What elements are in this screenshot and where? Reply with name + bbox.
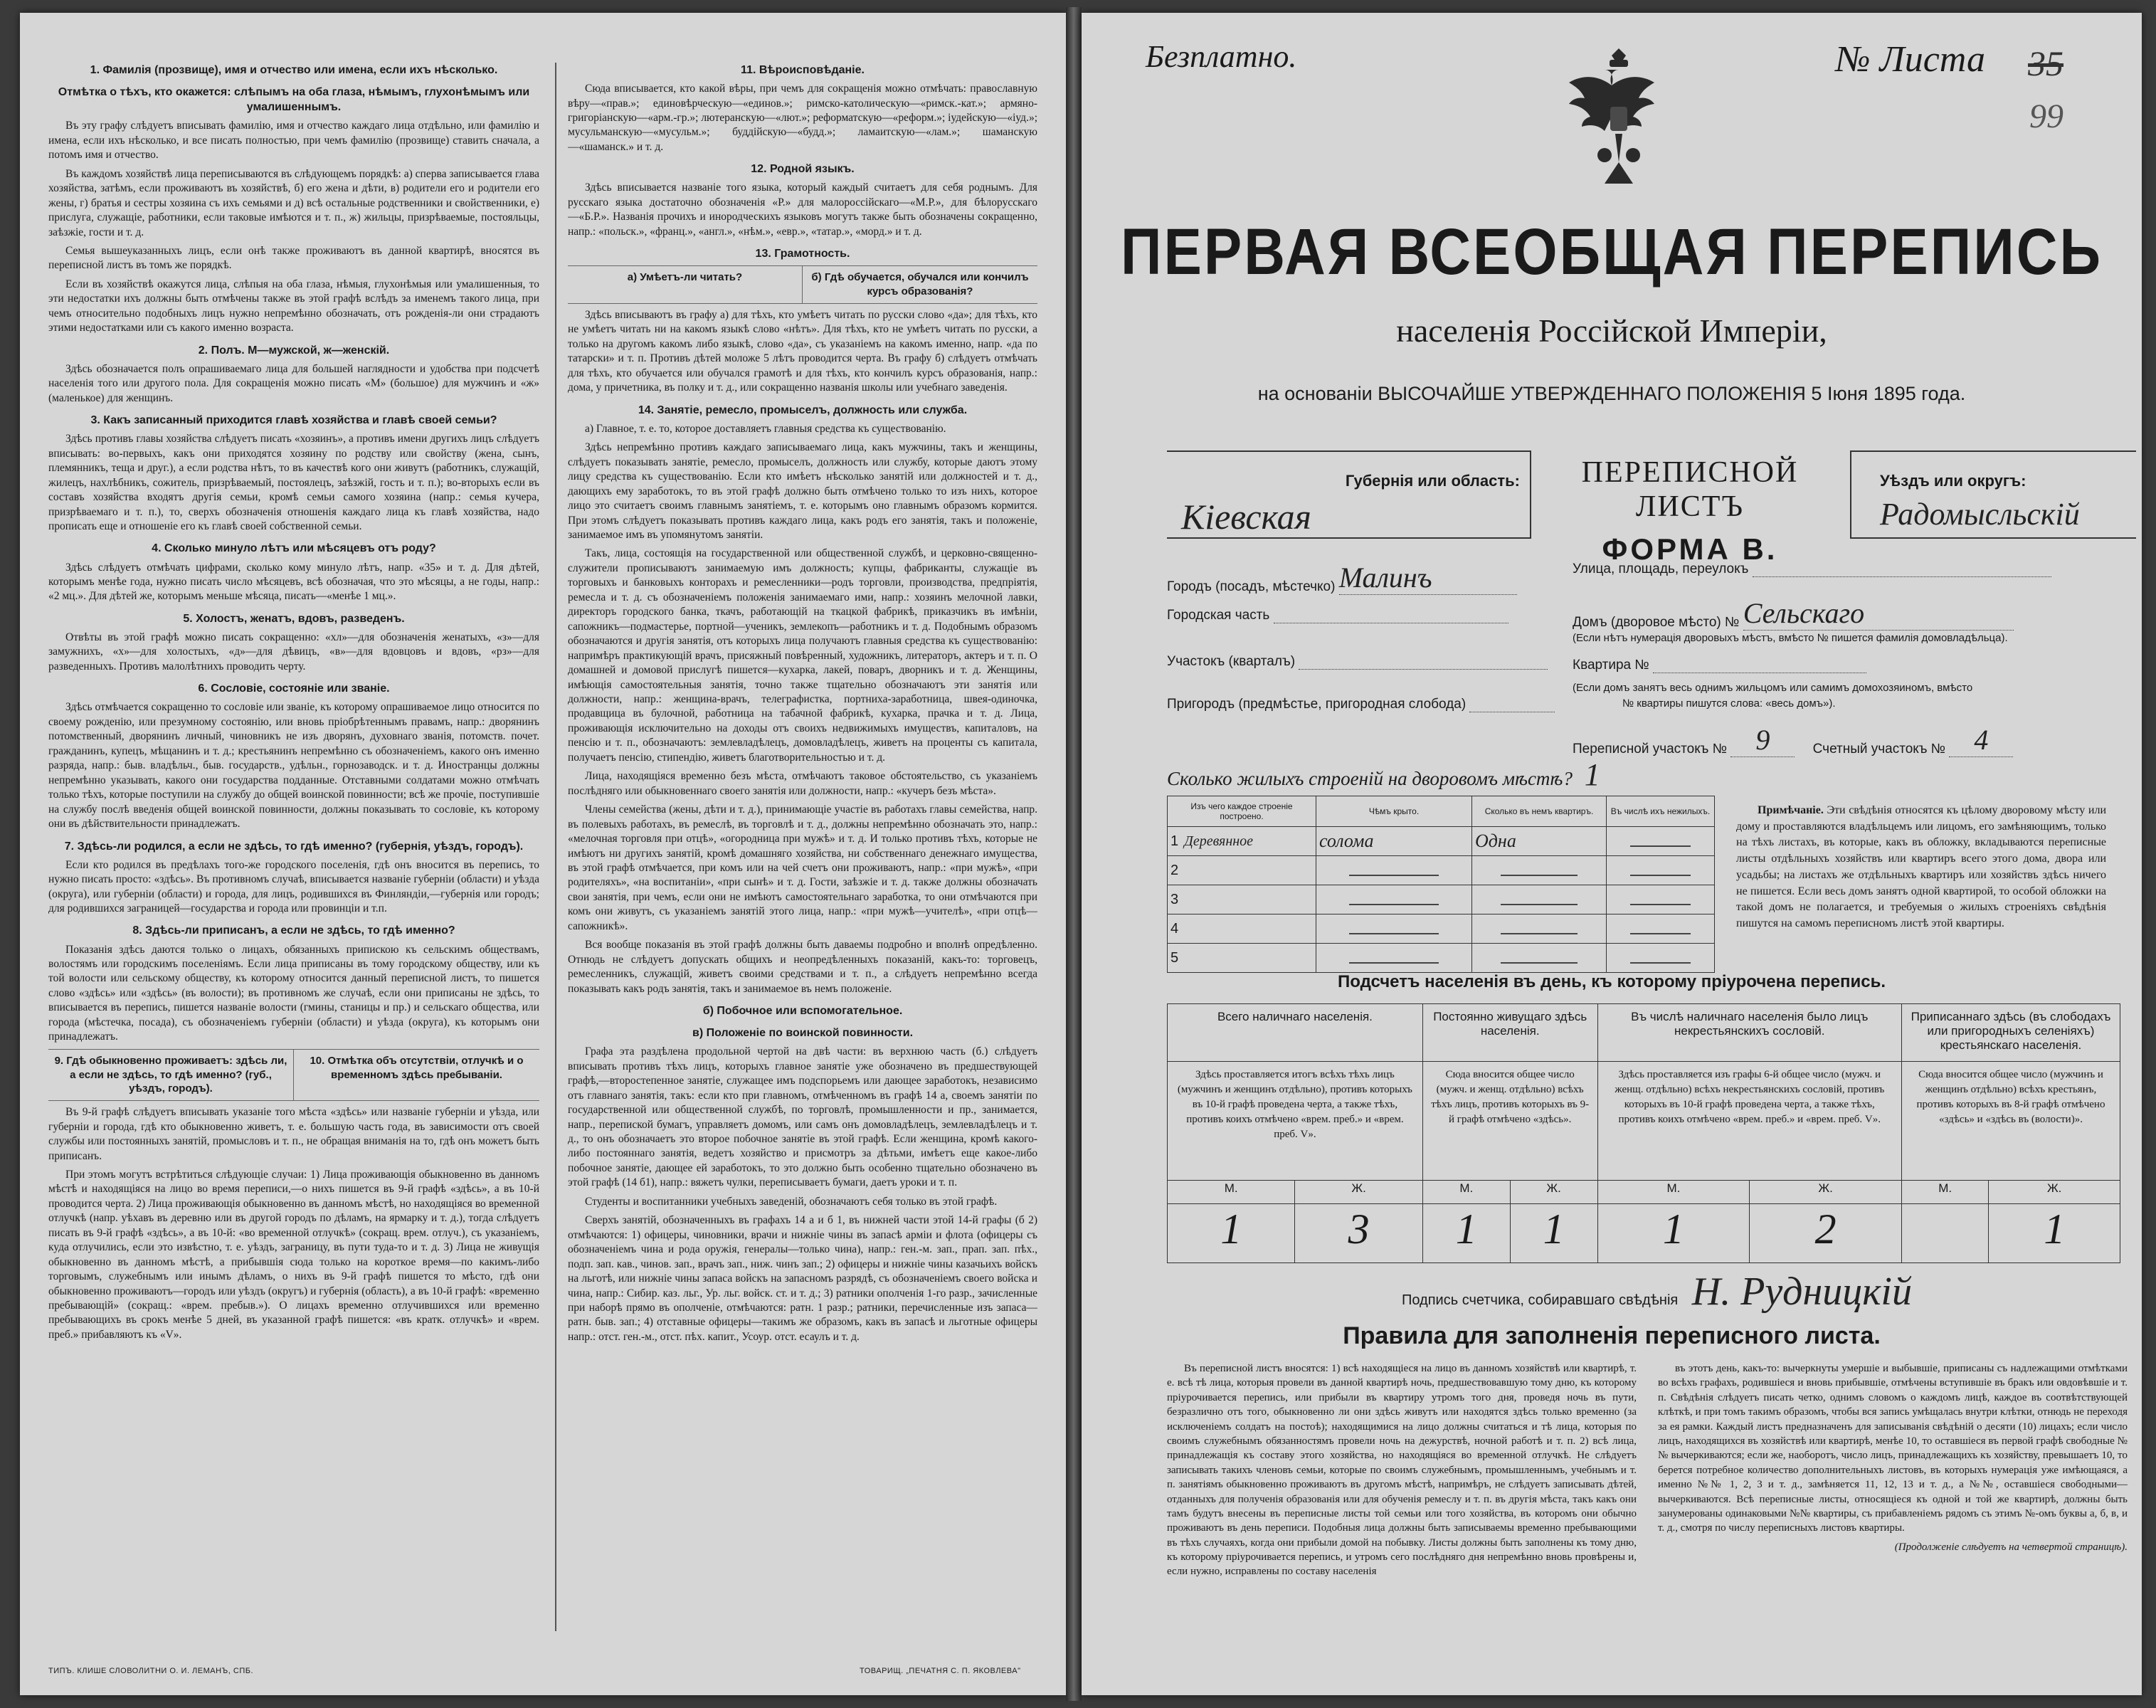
female-label: Ж. bbox=[1295, 1181, 1422, 1204]
instruction-paragraph: Здѣсь слѣдуетъ отмѣчать цифрами, сколько кому минуло лѣтъ, напр. «35» и т. д. Для дѣтей, которымъ менѣе года, нужно писать число мѣсяцевъ, всѣ обозначая, что это мѣсяцы, а не годы, напр.: «2 мц.». Для дѣтей же, которымъ меньше мѣсяца, писать—«менѣе 1 мц.». bbox=[48, 561, 539, 603]
instruction-paragraph: Лица, находящіяся временно безъ мѣста, отмѣчаютъ таковое обстоятельство, съ указаніемъ послѣдняго или обыкновеннаго своего занятія или должности, напр.: «кучеръ безъ мѣста». bbox=[568, 770, 1037, 797]
population-count-table bbox=[1167, 1003, 2120, 1263]
instruction-paragraph: Графа эта раздѣлена продольной чертой на двѣ части: въ верхнюю часть (б.) слѣдуетъ вписывать противъ тѣхъ лицъ, которыхъ главное занятіе уже обозначено въ предшествующей графѣ,—второстепенное занятіе, служащее имъ подспорьемъ или дающее заработокъ, независимо отъ главнаго занятія, такъ: если кто при главномъ, отмѣченномъ въ графѣ 14 а, своемъ занятіи по государственной или общественной службѣ, по торговлѣ, промышленности и пр., занимается, напр., перепиской бумагъ, управляетъ домомъ, или самъ онъ домовладѣлецъ, землевладѣлецъ и т. д., то онъ обозначаетъ это второе побочное занятіе въ этой графѣ. Если женщина, кромѣ какого-либо постояннаго занятія, ведетъ хозяйство и присмотръ за дѣтьми, имѣетъ еще какое-либо побочное занятіе, дающее ей заработокъ, то это должно быть особенно тщательно обозначено въ этой графѣ (14 б1), напр.: вяжетъ чулки, переписываетъ бумаги, даетъ уроки и т. п. bbox=[568, 1045, 1037, 1189]
instruction-paragraph: Такъ, лица, состоящія на государственной или общественной службѣ, и церковно-священно-служители прописываютъ занимаемую имъ должность; купцы, фабриканты, служащіе въ торговыхъ и банковыхъ конторахъ и ремесленники—родъ торговли, производства, предпріятія, ремесла и т. д. съ обозначеніемъ положенія занимаемаго ими, напр.: хозяинъ мелочной лавки, директоръ городского банка, ткачъ, работающій на ткацкой фабрикѣ, приказчикъ въ имѣніи, сапожникъ—подмастерье, портной—ученикъ, землекопъ—работникъ и т. д. Подобнымъ образомъ обозначаются и другія занятія, отъ которыхъ лица получаютъ главныя средства къ существованію: напримѣръ практикующій врачъ, присяжный повѣренный, художникъ, литераторъ, актеръ и т. п. О домашней и домовой прислугѣ пишется—кухарка, лакей, поваръ, дворникъ и т. д. Женщины, имѣющія самостоятельныя занятія, точно также тщательно обозначаютъ эти занятія или должности, напр.: женщина-врачъ, телеграфистка, портниха-заработница, швея-одиночка, продавщица въ булочной, работница на табачной фабрикѣ, кухарка, прачка и т. д. Лица, проживающія исключительно на доходы отъ своихъ недвижимыхъ имуществъ, капиталовъ, на пенсію и т. п., обозначаютъ: землевладѣлецъ, домовладѣлецъ, живетъ на проценты съ капитала, получаетъ пенсію, стипендію, живетъ благотворительностью и т. д. bbox=[568, 547, 1037, 764]
instruction-paragraph: Въ каждомъ хозяйствѣ лица переписываются въ слѣдующемъ порядкѣ: а) сперва записывается глава хозяйства, затѣмъ, если проживаютъ въ хозяйствѣ, б) его жена и дѣти, в) родители его и родители его жены, г) братья и сестры хозяина съ ихъ семьями и д) всѣ остальные родственники и свойственники, е) прислуга, служащіе, работники, если таковые имѣются и т. п., ж) жильцы, призрѣваемые, постояльцы, заѣзжіе, гости и т. д. bbox=[48, 167, 539, 238]
house-field bbox=[1573, 596, 2014, 631]
form-letter: ФОРМА В. bbox=[1602, 532, 1778, 566]
census-area-field bbox=[1573, 723, 2013, 757]
census-area-value[interactable]: 9 bbox=[1730, 723, 1795, 757]
cell-empty[interactable] bbox=[1607, 827, 1715, 856]
cell-roof[interactable]: солома bbox=[1316, 827, 1472, 856]
count-column-heading: Всего наличнаго населенія. bbox=[1168, 1004, 1423, 1062]
table-row bbox=[1168, 944, 1715, 973]
apartment-label: Квартира № bbox=[1573, 658, 1649, 673]
census-sheet-title: ПЕРЕПИСНОЙ ЛИСТЪ bbox=[1581, 456, 1799, 523]
cell-apts[interactable] bbox=[1472, 944, 1607, 973]
table-row bbox=[1168, 827, 1715, 856]
male-label: М. bbox=[1597, 1181, 1750, 1204]
instruction-paragraph: Въ эту графу слѣдуетъ вписывать фамилію, имя и отчество каждаго лица отдѣльно, или фамилію и имена, если ихъ нѣсколько, и все писать полностью, при чемъ фамилію (прозвище) ставить сначала, а потомъ имя и отчество. bbox=[48, 120, 539, 162]
count-column-heading: Приписаннаго здѣсь (въ слободахъ или пригородныхъ селеніяхъ) крестьянскаго населенія. bbox=[1901, 1004, 2120, 1062]
legal-basis: на основаніи ВЫСОЧАЙШЕ УТВЕРЖДЕННАГО ПОЛОЖЕНІЯ 5 Іюня 1895 года. bbox=[1257, 383, 1966, 404]
apartment-value[interactable] bbox=[1653, 657, 1866, 673]
remark-note bbox=[1736, 803, 2106, 932]
street-field bbox=[1573, 561, 2051, 577]
female-label: Ж. bbox=[1510, 1181, 1597, 1204]
district-label: Участокъ (кварталъ) bbox=[1167, 654, 1296, 669]
buildings-question bbox=[1167, 757, 1600, 793]
population-count-heading: Подсчетъ населенія въ день, къ которому пріурочена перепись. bbox=[1338, 972, 1886, 991]
female-count[interactable]: 1 bbox=[1510, 1204, 1597, 1263]
male-count[interactable]: 1 bbox=[1168, 1204, 1295, 1263]
instruction-paragraph: Студенты и воспитанники учебныхъ заведеній, обозначаютъ себя только въ этой графѣ. bbox=[585, 1195, 998, 1208]
section-heading: 8. Здѣсь-ли приписанъ, а если не здѣсь, то гдѣ именно? bbox=[132, 924, 455, 937]
rules-column-1 bbox=[1167, 1361, 1637, 1667]
instruction-paragraph: а) Главное, т. е. то, которое доставляетъ главныя средства къ существованію. bbox=[585, 422, 946, 435]
section-heading: 11. Вѣроисповѣданіе. bbox=[741, 64, 865, 76]
census-title: ПЕРВАЯ ВСЕОБЩАЯ ПЕРЕПИСЬ bbox=[1121, 215, 2103, 288]
male-count[interactable] bbox=[1901, 1204, 1988, 1263]
rules-heading: Правила для заполненія переписного листа. bbox=[1343, 1322, 1881, 1349]
section-heading: 7. Здѣсь-ли родился, а если не здѣсь, то гдѣ именно? (губернія, уѣздъ, городъ). bbox=[64, 840, 524, 853]
section-heading: 3. Какъ записанный приходится главѣ хозяйства и главѣ своей семьи? bbox=[90, 414, 497, 427]
instruction-paragraph: Здѣсь обозначается полъ опрашиваемаго лица для большей наглядности и удобства при подсчетѣ населенія того или другого пола. Для сокращенія можно писать «М» (большое) для мужчинъ и «ж» (маленькое) для женщинъ. bbox=[48, 362, 539, 404]
sheet-number-label: № Листа bbox=[1835, 39, 1985, 80]
cell-material[interactable] bbox=[1168, 885, 1316, 914]
cell-material[interactable] bbox=[1168, 914, 1316, 944]
section-heading: 14. Занятіе, ремесло, промыселъ, должность или служба. bbox=[638, 404, 968, 416]
free-label: Безплатно. bbox=[1146, 39, 1297, 74]
rules-column-2 bbox=[1658, 1361, 2128, 1667]
cell-apts[interactable]: Одна bbox=[1472, 827, 1607, 856]
female-label: Ж. bbox=[1989, 1181, 2120, 1204]
printer-imprint-left: ТИПЪ. КЛИШЕ СЛОВОЛИТНИ О. И. ЛЕМАНЪ, СПБ. bbox=[48, 1667, 253, 1675]
instruction-paragraph: При этомъ могутъ встрѣтиться слѣдующіе случаи: 1) Лица проживающія обыкновенно въ данномъ мѣстѣ и находящіяся на лицо во время переписи,—о нихъ пишется въ 9-й графѣ «здѣсь», а въ 10-й проводится черта. 2) Лица проживающія обыкновенно въ данномъ мѣстѣ, но находящіяся во временной отлучкѣ (напр. уѣхавъ въ деревню или въ другой городъ по дѣламъ, на ярмарку и т. д.), тогда слѣдуетъ писать въ 9-й графѣ «здѣсь», а въ 10-й: «во временной отлучкѣ» (сокращ. врем. отлуч.), съ указаніемъ, куда отлучились, если это извѣстно, т. е. уѣздъ, заграницу, въ пути туда-то и т. д. 3) Лица не живущія обыкновенно въ данномъ мѣстѣ, а прибывшія сюда только на короткое время—по какимъ-либо торговымъ, служебнымъ или инымъ дѣламъ, о нихъ въ 9-й графѣ пишется то мѣсто, гдѣ они обыкновенно проживаютъ—городъ или уѣздъ (округъ) и губернія (область), а въ 10-й графѣ: «временно пребывающій» (сокращ.: «врем. пребыв.»). О лицахъ временно отлучившихся или временно пребывающихъ въ срокъ менѣе 5 дней, въ указанной графѣ пишется: «въ кратк. отлучкѣ» и «врем. преб.» прибавляютъ къ «V». bbox=[48, 1168, 539, 1341]
cell-material[interactable] bbox=[1168, 856, 1316, 885]
female-count[interactable]: 2 bbox=[1750, 1204, 1902, 1263]
count-column-description: Сюда вносится общее число (мужч. и женщ. отдѣльно) всѣхъ тѣхъ лицъ, противъ которыхъ въ 9-й графѣ отмѣчено «здѣсь». bbox=[1422, 1062, 1597, 1181]
cell-empty[interactable] bbox=[1607, 914, 1715, 944]
male-count[interactable]: 1 bbox=[1422, 1204, 1510, 1263]
instruction-paragraph: Здѣсь непремѣнно противъ каждаго записываемаго лица, какъ мужчины, такъ и женщины, слѣдуетъ показывать занятіе, ремесло, промыселъ, должность или службу, которые даютъ этому лицу средства къ существованію. Если кто имѣетъ нѣсколько занятій или должностей и т. д., дающихъ ему заработокъ, то въ этой графѣ должно быть отмѣчено только то изъ нихъ, которое лицо это считаетъ своимъ главнымъ занятіемъ, т. е. которымъ оно главнымъ образомъ кормится. При этомъ слѣдуетъ показывать противъ каждаго лица, какъ родъ его занятія, такъ и положеніе, занимаемое имъ въ упомянутомъ занятіи. bbox=[568, 441, 1037, 541]
instruction-paragraph: Сюда вписывается, кто какой вѣры, при чемъ для сокращенія можно отмѣчать: православную вѣру—«прав.»; единовѣрческую—«единов.»; римско-католическую—«римск.-кат.»; армяно-григоріанскую—«арм.-гр.»; лютеранскую—«лют.»; реформатскую—«реформ.»; іудейскую—«іуд.»; мусульманскую—«мусульм.»; буддійскую—«будд.»; ламаитскую—«лам.»; шаманскую—«шаманск.» и т. д. bbox=[568, 83, 1037, 153]
enumerator-signature bbox=[1402, 1269, 1912, 1314]
city-field bbox=[1167, 561, 1517, 595]
remark-title: Примѣчаніе. bbox=[1758, 804, 1824, 816]
uezd-box bbox=[1850, 450, 2136, 539]
female-label: Ж. bbox=[1750, 1181, 1902, 1204]
city-part-label: Городская часть bbox=[1167, 608, 1270, 623]
count-column-description: Сюда вносится общее число (мужчинъ и женщинъ отдѣльно) всѣхъ крестьянъ, противъ которыхъ въ 8-й графѣ отмѣчено «здѣсь» и «здѣсь въ (волости)». bbox=[1901, 1062, 2120, 1181]
suburb-value[interactable] bbox=[1469, 696, 1555, 712]
male-label: М. bbox=[1422, 1181, 1510, 1204]
instruction-paragraph: Здѣсь вписывается названіе того языка, который каждый считаетъ для себя роднымъ. Для русскаго языка достаточно обозначенія «Р.» для малороссійскаго—«М.Р.», для бѣлорусскаго—«Б.Р.». Названія прочихъ и инородческихъ языковъ могутъ также быть обозначены сокращенно, напр.: «польск.», «франц.», «англ.», «нѣм.», «евр.», «татар.», «морд.» и т. д. bbox=[568, 181, 1037, 238]
column-divider bbox=[555, 63, 556, 1631]
instruction-paragraph: Если въ хозяйствѣ окажутся лица, слѣпыя на оба глаза, нѣмыя, глухонѣмыя или умалишенныя, то эти недостатки ихъ должны быть отмѣчены также въ этой графѣ вслѣдъ за именемъ такого лица, при чемъ относительно подобныхъ лицъ нужно непремѣнно обозначать, отъ рожденія-ли они страдаютъ этими недостатками или съ какого именно возраста. bbox=[48, 278, 539, 334]
section-heading: 12. Родной языкъ. bbox=[751, 163, 855, 176]
instruction-paragraph: Здѣсь противъ главы хозяйства слѣдуетъ писать «хозяинъ», а противъ имени другихъ лицъ слѣдуетъ вписывать: во-первыхъ, какъ они приходятся хозяину по родству или свойству (жена, сынъ, племянникъ, теща и друг.), а если родства нѣтъ, то въ качествѣ кого они живутъ (работникъ, служащій, жилецъ, нахлѣбникъ, сожитель, призрѣваемый, постоялецъ, заѣзжій, гость и т. п.); во-вторыхъ если въ составъ хозяйства входятъ другія семьи, кромѣ семьи самого хозяина (напр.: семья кучера, призрѣваемаго и т. п.), то, сверхъ обозначенія отношенія каждаго лица къ главѣ хозяйства, надо прописать еще и отношеніе его къ главѣ своей собственной семьи. bbox=[48, 433, 539, 532]
apartment-note-1: (Если домъ занятъ весь однимъ жильцомъ или самимъ домохозяиномъ, вмѣсто bbox=[1573, 682, 1973, 694]
left-page bbox=[20, 13, 1066, 1695]
rules-text-2: въ этотъ день, какъ-то: вычеркнуты умершіе и выбывшіе, приписаны съ надлежащими отмѣтками во всѣхъ графахъ, родившіеся и вновь прибывшіе, отмѣчены вступившіе въ бракъ или овдовѣвшіе и т. п. Свѣдѣнія слѣдуетъ писать четко, однимъ словомъ о каждомъ лицѣ, каждое въ соотвѣтствующей клѣткѣ, и при томъ такимъ образомъ, чтобы вся запись умѣщалась внутри клѣтки, отнюдь не переходя за ея рамки. Каждый листъ предназначенъ для записыванія свѣдѣній о десяти (10) лицахъ; если число лицъ, находящихся въ хозяйствѣ или квартирѣ, менѣе 10, то оставшіеся въ первой графѣ свободные №№ вычеркиваются; если же, наоборотъ, число лицъ, принадлежащихъ къ хозяйству, превышаетъ 10, то берется потребное количество дополнительныхъ листовъ, въ которыхъ нумерація уже имѣющаяся, а именно №№ 1, 2, 3 и т. д., замѣняется 11, 12, 13 и т. д., а №№, оставшіеся свободными—вычеркиваются. Всѣ переписные листы, относящіеся къ одной и той же квартирѣ, должны быть занумерованы одинаковыми №№ квартиры, съ прибавленіемъ рядомъ съ этимъ №-омъ буквы а, б, в, и т. д., смотря по числу переписныхъ листовъ квартиры. bbox=[1658, 1363, 2128, 1534]
rules-continued: (Продолженіе слѣдуетъ на четвертой страницѣ). bbox=[1894, 1541, 2128, 1553]
sheet-number-handwritten: 35 bbox=[2028, 43, 2063, 83]
cell-value: Деревянное bbox=[1184, 833, 1254, 849]
count-column-heading: Постоянно живущаго здѣсь населенія. bbox=[1422, 1004, 1597, 1062]
section-heading: 10. Отмѣтка объ отсутствіи, отлучкѣ и о временномъ здѣсь пребываніи. bbox=[310, 1054, 524, 1081]
count-area-label: Счетный участокъ № bbox=[1812, 742, 1946, 757]
book-gutter bbox=[1066, 7, 1082, 1701]
gubernia-value[interactable]: Кіевская bbox=[1181, 497, 1311, 537]
female-count[interactable]: 1 bbox=[1989, 1204, 2120, 1263]
count-column-description: Здѣсь проставляется итогъ всѣхъ тѣхъ лицъ (мужчинъ и женщинъ отдѣльно), противъ которыхъ въ 10-й графѣ проведена черта, а также тѣхъ, противъ коихъ отмѣчено «врем. преб.» и «врем. преб. V». bbox=[1168, 1062, 1423, 1181]
city-label: Городъ (посадъ, мѣстечко) bbox=[1167, 579, 1336, 594]
city-value[interactable]: Малинъ bbox=[1339, 561, 1517, 595]
section-heading: в) Положеніе по воинской повинности. bbox=[692, 1027, 914, 1040]
buildings-table bbox=[1167, 796, 1715, 973]
table-row bbox=[1168, 885, 1715, 914]
section-heading: 1. Фамилія (прозвище), имя и отчество или имена, если ихъ нѣсколько. bbox=[90, 64, 498, 76]
count-column-description: Здѣсь проставляется изъ графы 6-й общее число (мужч. и женщ. отдѣльно) всѣхъ некрестьянскихъ сословій, противъ которыхъ въ 10-й графѣ проведена черта, а также тѣхъ, противъ коихъ отмѣчено «врем. преб.» и «врем. преб. V». bbox=[1597, 1062, 1901, 1181]
male-label: М. bbox=[1901, 1181, 1988, 1204]
remark-text: Эти свѣдѣнія относятся къ цѣлому дворовому мѣсту или дому и проставляются владѣльцемъ или лицомъ, его замѣняющимъ, только на тѣхъ листахъ, въ которые, какъ въ обложку, вкладываются переписные листы отдѣльныхъ хозяйствъ или квартиръ всего этого дома, двора или усадьбы; на листахъ же отдѣльныхъ квартиръ или хозяйствъ здѣсь ничего не пишется. Если весь домъ занятъ одной квартирой, то особой обложки на такой домъ не полагается, и требуемыя о жилыхъ строеніяхъ свѣдѣнія пишутся на самомъ переписномъ листѣ этой квартиры. bbox=[1736, 804, 2106, 930]
cell-roof[interactable] bbox=[1316, 944, 1472, 973]
signature-label: Подпись счетчика, собиравшаго свѣдѣнія bbox=[1402, 1292, 1679, 1308]
female-count[interactable]: 3 bbox=[1295, 1204, 1422, 1263]
cell-empty[interactable] bbox=[1607, 885, 1715, 914]
section-heading: 13. Грамотность. bbox=[755, 248, 850, 260]
buildings-question-label: Сколько жилыхъ строеній на дворовомъ мѣстѣ? bbox=[1167, 768, 1573, 789]
row-number: 5 bbox=[1171, 949, 1179, 966]
row-number: 4 bbox=[1171, 920, 1179, 937]
section-heading: б) Побочное или вспомогательное. bbox=[702, 1005, 903, 1018]
buildings-value[interactable]: 1 bbox=[1584, 757, 1600, 792]
instruction-paragraph: Если кто родился въ предѣлахъ того-же городского поселенія, гдѣ онъ вносится въ перепись, то нужно писать просто: «здѣсь». Въ противномъ случаѣ, вписывается названіе губерніи (области) и уѣзда (округа), или губерніи (области) и города, для лицъ, родившихся въ Финляндіи,—губернія или городъ; для родившихся заграницей—государства и города или провинціи и т.п. bbox=[48, 858, 539, 915]
section-heading: 5. Холостъ, женатъ, вдовъ, разведенъ. bbox=[183, 612, 405, 625]
instruction-paragraph: Вся вообще показанія въ этой графѣ должны быть даваемы подробно и вполнѣ опредѣленно. Отнюдь не слѣдуетъ допускать общихъ и неопредѣленныхъ показаній, какъ-то: торговецъ, ремесленникъ, служащій, живетъ своими средствами и т. п., а слѣдуетъ непремѣнно всегда показывать какъ родъ занятія, такъ и занимаемое въ немъ положеніе. bbox=[568, 939, 1037, 995]
city-part-value[interactable] bbox=[1274, 607, 1508, 623]
table-row bbox=[1168, 856, 1715, 885]
table-row bbox=[1168, 914, 1715, 944]
instruction-paragraph: Отвѣты въ этой графѣ можно писать сокращенно: «хл»—для обозначенія женатыхъ, «з»—для замужнихъ, «х»—для холостыхъ, «д»—для дѣвицъ, «в»—для вдовцовъ и вдовъ, «рз»—для разведенныхъ. Противъ малолѣтнихъ проводить черту. bbox=[48, 631, 539, 673]
house-note: (Если нѣтъ нумерація дворовыхъ мѣстъ, вмѣсто № пишется фамилія домовладѣльца). bbox=[1573, 632, 2008, 644]
apartment-note-2: № квартиры пишутся слова: «весь домъ»). bbox=[1622, 697, 1836, 710]
instruction-paragraph: Здѣсь вписываютъ въ графу а) для тѣхъ, кто умѣетъ читать по русски слово «да»; для тѣхъ, кто не умѣетъ читать ни на какомъ языкѣ слово «нѣтъ». Для тѣхъ, кто не умѣетъ читать по русски, а только на другомъ какомъ либо языкѣ, слово «да», съ указаніемъ на какомъ именно, напр. «да по татарски» и т. п. Противъ дѣтей моложе 5 лѣтъ проводится черта. Въ графу б) слѣдуетъ отмѣчать для тѣхъ, кто обучается или обучался грамотѣ и для тѣхъ, кто кончилъ курсъ образованія, напр.: дома, у причетника, въ полку и т. д., или сокращенно названія школы или учебнаго заведенія. bbox=[568, 309, 1037, 394]
district-value[interactable] bbox=[1299, 653, 1548, 670]
house-label: Домъ (дворовое мѣсто) № bbox=[1573, 615, 1740, 630]
cell-apts[interactable] bbox=[1472, 914, 1607, 944]
instruction-paragraph: Показанія здѣсь даются только о лицахъ, обязанныхъ припискою къ сельскимъ обществамъ, волостямъ или городскимъ поселеніямъ. Если лица приписаны въ тому городскому обществу, или къ той волости или сельскому обществу, къ которому относится данный переписной листъ, то пишется слово «здѣсь» или «здѣсь» (въ волости); въ противномъ же случаѣ, если они приписаны не здѣсь, то вписывается въ перепись, пишется названіе волости (гмины, станицы и пр.) и сельскаго общества, или города (мѣстечка, посада), съ обозначеніемъ губерніи (области) и уѣзда (округа), къ которымъ они принадлежатъ. bbox=[48, 943, 539, 1043]
instructions-column-1 bbox=[48, 56, 539, 1645]
census-sheet-heading bbox=[1537, 455, 1843, 566]
gubernia-box bbox=[1167, 450, 1531, 539]
bt-header-apartments: Сколько въ немъ квартиръ. bbox=[1472, 796, 1607, 827]
cell-material[interactable] bbox=[1168, 944, 1316, 973]
printer-imprint-right: ТОВАРИЩ. „ПЕЧАТНЯ С. П. ЯКОВЛЕВА" bbox=[860, 1667, 1021, 1675]
section-heading-pair bbox=[568, 265, 1037, 304]
sheet-number-handwritten-2: 99 bbox=[2029, 97, 2063, 135]
cell-apts[interactable] bbox=[1472, 885, 1607, 914]
section-heading: 6. Сословіе, состояніе или званіе. bbox=[198, 682, 390, 695]
instruction-paragraph: Члены семейства (жены, дѣти и т. д.), принимающіе участіе въ работахъ главы семейства, напр. въ полевыхъ работахъ, въ ремеслѣ, въ торговлѣ и т. д., должны непремѣнно обозначать это, напр.: «мелочная торговля при отцѣ», «огородница при мужѣ» и т. д. И только противъ тѣхъ, которые не имѣютъ ни другихъ занятій, кромѣ домашняго хозяйства, ни собственнаго денежнаго имущества, въ этой графѣ отмѣчается, при комъ или на чей счетъ они проживаютъ, напр.: «при мужѣ», «при родителяхъ», «на воспитаніи», «при сынѣ» и т. д. Гости, заѣзжіе и т. д. также должны обозначать свои занятія, при чемъ, если они не имѣютъ самостоятельнаго заработка, то они отмѣчаются при комъ они живутъ, съ указаніемъ занятій этого лица, напр.: «при мужѣ—учителѣ», «при отцѣ—сапожникѣ». bbox=[568, 803, 1037, 932]
instruction-paragraph: Въ 9-й графѣ слѣдуетъ вписывать указаніе того мѣста «здѣсь» или названіе губерніи и уѣзда, или губерніи и города, гдѣ кто обыкновенно живетъ, т. е. большую часть года, въ зависимости отъ своей службы или постоянныхъ занятій, промысловъ и т. п., не обращая вниманія на то, гдѣ онъ можетъ быть приписанъ. bbox=[48, 1106, 539, 1162]
male-count[interactable]: 1 bbox=[1597, 1204, 1750, 1263]
suburb-field bbox=[1167, 696, 1555, 712]
uezd-label: Уѣздъ или округъ: bbox=[1880, 472, 2026, 490]
suburb-label: Пригородъ (предмѣстье, пригородная слобода) bbox=[1167, 697, 1467, 712]
house-value[interactable]: Сельскаго bbox=[1743, 596, 2014, 631]
street-value[interactable] bbox=[1753, 561, 2051, 577]
instruction-paragraph: Здѣсь отмѣчается сокращенно то сословіе или званіе, къ которому опрашиваемое лицо относится по своему рожденію, или презумному состоянію, или вновь пріобрѣтеннымъ правамъ, напр.: дворянинъ потомственный, дворянинъ личный, чиновникъ не изъ дворянъ, духовнаго званія, потомств. почет. гражданинъ, купецъ, мѣщанинъ и т. д.; крестьянинъ непремѣнно съ обозначеніемъ, какого онъ именно разряда, напр.: быв. владѣльч., быв. государств., удѣльн., горнозаводск. и т. д. Иностранцы должны непремѣнно указывать, какого они государства подданные. Отставными солдатами можно отмѣчать только тѣхъ, которые поступили на службу до общей воинской повинности; всѣ же прочіе, поступившіе на службу послѣ введенія общей воинской повинности, должны показывать то сословіе, къ которому они въ дѣйствительности принадлежатъ. bbox=[48, 701, 539, 831]
instruction-paragraph: Сверхъ занятій, обозначенныхъ въ графахъ 14 а и б 1, въ нижней части этой 14-й графы (б 2) отмѣчаются: 1) офицеры, чиновники, врачи и нижніе чины въ запасѣ арміи и флота (офицеры съ обозначеніемъ чина и рода оружія, генералы—только чина), напр.: ген.-м. зап., прап. зап. пѣх., подп. зап. кав., чинов. зап., врачъ зап., ниж. чинъ зап.; 2) офицеры и нижніе чины казачьихъ войскъ на льготѣ, или нижніе чины запаса войскъ на запасномъ разрядѣ, съ обозначеніемъ своего войска и чина, напр.: Сибир. каз. льг., Ур. льг. войск. ст. и т. д.; 3) ратники ополченія 1-го разр., зачисленные при наборѣ прямо въ ополченіе, отмѣчаются: ратн. 1 разр.; ратники, перечисленные изъ запаса—ратн. быв. зап.; 4) отставные офицеры—такимъ же образомъ, какъ въ запасѣ и льготные офицеры напр.: отст. ген.-м., отст. пѣх. капит., Усоур. отст. есаулъ и т. д. bbox=[568, 1214, 1037, 1343]
section-heading: б) Гдѣ обучается, обучался или кончилъ курсъ образованія? bbox=[811, 271, 1029, 298]
apartment-field bbox=[1573, 657, 1866, 673]
city-part-field bbox=[1167, 607, 1508, 623]
gubernia-label: Губернія или область: bbox=[1345, 472, 1520, 490]
row-number: 2 bbox=[1171, 862, 1179, 878]
rules-text-1: Въ переписной листъ вносятся: 1) всѣ находящіеся на лицо въ данномъ хозяйствѣ или квартирѣ, т. е. всѣ тѣ лица, которыя провели въ данной квартирѣ ночь, предшествовавшую тому дню, къ которому пріурочивается перепись, или прибыли въ квартиру утромъ того дня, проведя ночь въ пути, безразлично отъ того, обыкновенно ли они здѣсь живутъ или находятся здѣсь только временно (за исключеніемъ солдатъ на постоѣ); находящимися на лицо должны считаться и тѣ лица, которыя по своимъ служебнымъ обязанностямъ провели ночь на дежурствѣ, ночной работѣ и т. п. 2) всѣ лица, принадлежащія къ составу этого хозяйства, но находящіяся во временной отлучкѣ. Не слѣдуетъ записывать такихъ членовъ семьи, которые по своимъ служебнымъ, промышленнымъ, учебнымъ и т. п. занятіямъ обыкновенно проживаютъ въ другомъ мѣстѣ, напримѣръ, не слѣдуетъ записывать дѣтей, отданныхъ для полученія образованія или для обученія ремеслу и т. п. въ другія мѣста, такъ какъ они тамъ будутъ внесены въ переписные листы той семьи или того хозяйства, въ которомъ они обычно проживаютъ въ день переписи. Подобныя лица должны быть записываемы временно пребывающими въ тѣхъ случаяхъ, когда они прибыли домой на побывку. Листы должны быть заполнены къ тому дню, къ которому пріурочивается перепись, и утромъ сего послѣдняго дня непремѣнно вновь провѣрены и, если нужно, исправлены по составу населенія bbox=[1167, 1363, 1637, 1578]
count-column-heading: Въ числѣ наличнаго населенія было лицъ некрестьянскихъ сословій. bbox=[1597, 1004, 1901, 1062]
cell-empty[interactable] bbox=[1607, 944, 1715, 973]
row-number: 3 bbox=[1171, 891, 1179, 907]
count-area-value[interactable]: 4 bbox=[1949, 723, 2013, 757]
census-area-label: Переписной участокъ № bbox=[1573, 742, 1728, 757]
cell-roof[interactable] bbox=[1316, 856, 1472, 885]
cell-apts[interactable] bbox=[1472, 856, 1607, 885]
imperial-eagle-emblem bbox=[1565, 41, 1672, 191]
street-label: Улица, площадь, переулокъ bbox=[1573, 562, 1749, 576]
bt-header-material: Изъ чего каждое строеніе построено. bbox=[1168, 796, 1316, 827]
section-heading: а) Умѣетъ-ли читать? bbox=[568, 266, 803, 303]
instructions-column-2 bbox=[568, 56, 1037, 1645]
cell-roof[interactable] bbox=[1316, 914, 1472, 944]
census-subtitle: населенія Россійской Имперіи, bbox=[1396, 312, 1827, 349]
instruction-paragraph: Семья вышеуказанныхъ лицъ, если онѣ также проживаютъ въ данной квартирѣ, вносятся въ переписной листъ въ томъ же порядкѣ. bbox=[48, 244, 539, 272]
section-heading: 2. Полъ. М—мужской, ж—женскій. bbox=[198, 344, 390, 357]
section-heading: 4. Сколько минуло лѣтъ или мѣсяцевъ отъ роду? bbox=[152, 542, 436, 555]
cell-material[interactable] bbox=[1168, 827, 1316, 856]
cell-empty[interactable] bbox=[1607, 856, 1715, 885]
section-heading: 9. Гдѣ обыкновенно проживаетъ: здѣсь ли, а если не здѣсь, то гдѣ именно? (губ., уѣздъ, городъ). bbox=[48, 1050, 294, 1100]
district-field bbox=[1167, 653, 1548, 670]
section-heading-pair bbox=[48, 1049, 539, 1101]
cell-roof[interactable] bbox=[1316, 885, 1472, 914]
row-number: 1 bbox=[1171, 833, 1179, 849]
section-heading: Отмѣтка о тѣхъ, кто окажется: слѣпымъ на оба глаза, нѣмымъ, глухонѣмымъ или умалишеннымъ. bbox=[58, 86, 530, 114]
signature-value[interactable]: Н. Рудницкій bbox=[1691, 1270, 1912, 1314]
right-page bbox=[1082, 13, 2142, 1695]
male-label: М. bbox=[1168, 1181, 1295, 1204]
bt-header-nonresidential: Въ числѣ ихъ нежилыхъ. bbox=[1607, 796, 1715, 827]
bt-header-roof: Чѣмъ крыто. bbox=[1316, 796, 1472, 827]
uezd-value[interactable]: Радомысльскій bbox=[1880, 497, 2080, 532]
